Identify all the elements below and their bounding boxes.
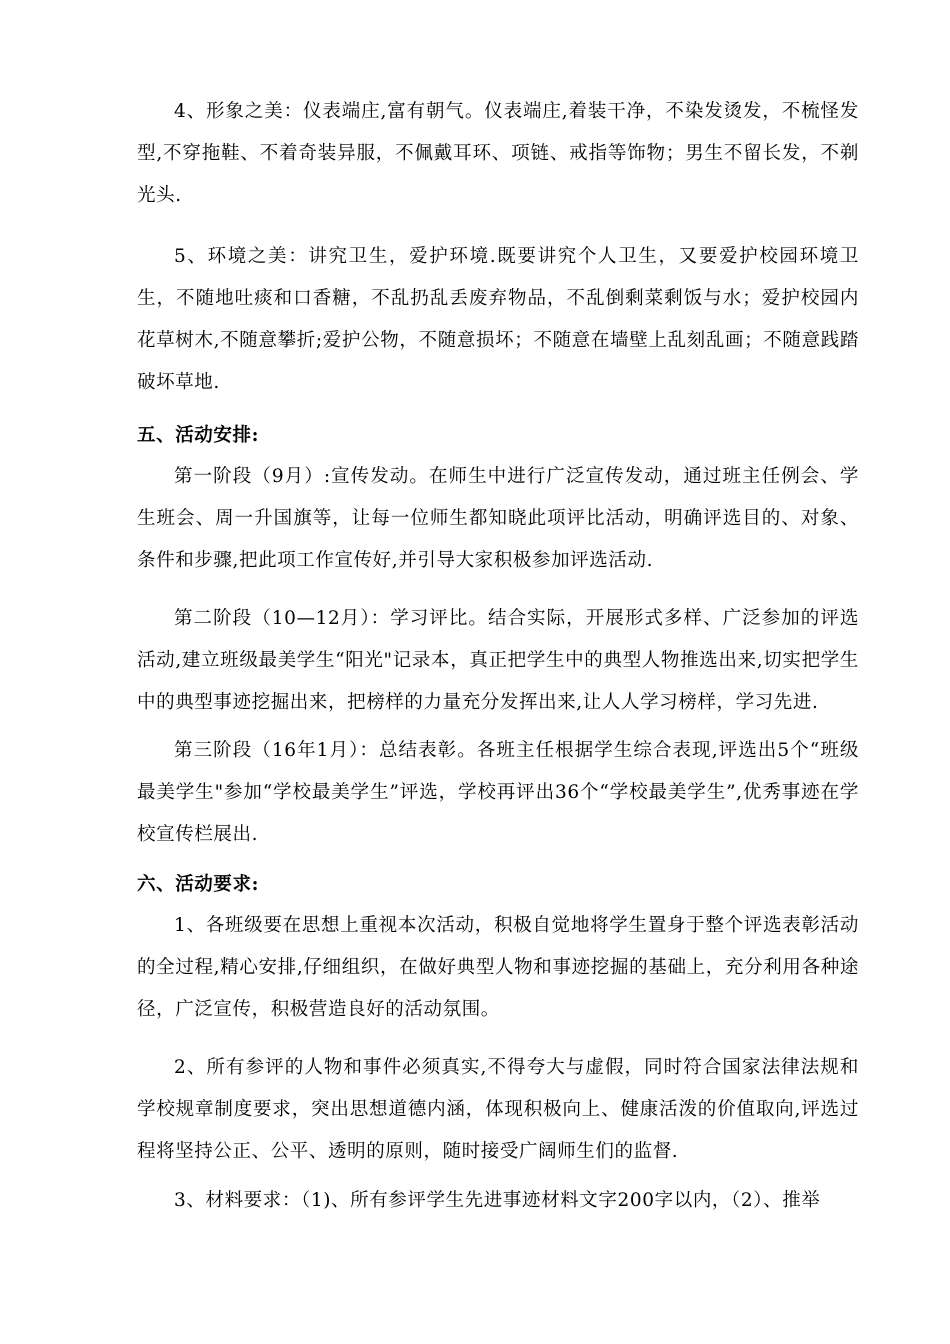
- paragraph-requirement-three: 3、材料要求：（1)、所有参评学生先进事迹材料文字200字以内，（2）、推举: [174, 1190, 821, 1211]
- section-heading-activity-requirements: 六、活动要求:: [137, 874, 260, 895]
- paragraph-image-beauty: 4、形象之美：仪表端庄,富有朝气。仪表端庄,着装干净，不染发烫发，不梳怪发型,不穿拖鞋、不着奇装异服，不佩戴耳环、项链、戒指等饰物；男生不留长发，不剃光头.: [137, 101, 859, 206]
- paragraph-stage-one: 第一阶段（9月）:宣传发动。在师生中进行广泛宣传发动，通过班主任例会、学生班会、周一升国旗等，让每一位师生都知晓此项评比活动，明确评选目的、对象、条件和步骤,把此项工作宣传好,并引导大家积极参加评选活动.: [137, 466, 859, 571]
- section-heading-activity-schedule: 五、活动安排:: [137, 425, 260, 446]
- paragraph-requirement-two: 2、所有参评的人物和事件必须真实,不得夸大与虚假，同时符合国家法律法规和学校规章制度要求，突出思想道德内涵，体现积极向上、健康活泼的价值取向,评选过程将坚持公正、公平、透明的原则，随时接受广阔师生们的监督.: [137, 1057, 859, 1162]
- paragraph-stage-three: 第三阶段（16年1月）：总结表彰。各班主任根据学生综合表现,评选出5个“班级最美学生"参加“学校最美学生”评选，学校再评出36个“学校最美学生”,优秀事迹在学校宣传栏展出.: [137, 740, 859, 845]
- paragraph-requirement-one: 1、各班级要在思想上重视本次活动，积极自觉地将学生置身于整个评选表彰活动的全过程,精心安排,仔细组织，在做好典型人物和事迹挖掘的基础上，充分利用各种途径，广泛宣传，积极营造良好的活动氛围。: [137, 915, 859, 1020]
- paragraph-stage-two: 第二阶段（10—12月）：学习评比。结合实际，开展形式多样、广泛参加的评选活动,建立班级最美学生“阳光"记录本，真正把学生中的典型人物推选出来,切实把学生中的典型事迹挖掘出来，把榜样的力量充分发挥出来,让人人学习榜样，学习先进.: [137, 608, 859, 713]
- paragraph-environment-beauty: 5、环境之美：讲究卫生，爱护环境.既要讲究个人卫生，又要爱护校园环境卫生，不随地吐痰和口香糖，不乱扔乱丢废弃物品，不乱倒剩菜剩饭与水；爱护校园内花草树木,不随意攀折;爱护公物，不随意损坏；不随意在墙壁上乱刻乱画；不随意践踏破坏草地.: [137, 246, 859, 393]
